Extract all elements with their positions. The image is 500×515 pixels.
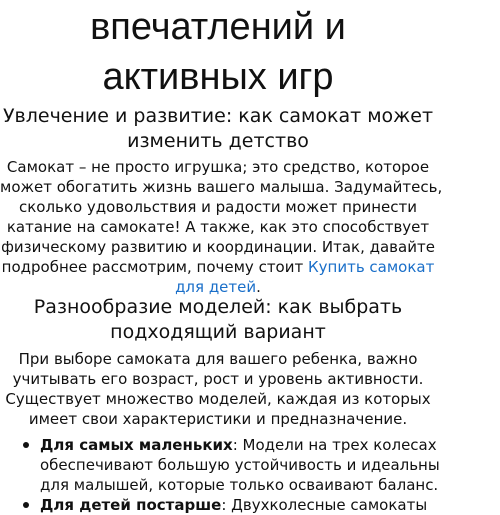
bullet-icon: [23, 502, 29, 508]
list-item-title: Для самых маленьких: [40, 436, 233, 454]
paragraph-line: учитывать его возраст, рост и уровень активности.: [12, 370, 424, 388]
paragraph-line: Самокат – не просто игрушка; это средство, которое: [6, 158, 430, 176]
paragraph-line: При выборе самоката для вашего ребенка, важно: [18, 350, 418, 368]
paragraph-line: сколько удовольствия и радости может принести: [18, 198, 418, 216]
section-2-paragraph: [0, 349, 436, 429]
paragraph-line: Существует множество моделей, каждая из которых: [5, 390, 431, 408]
section-1-paragraph: [0, 157, 443, 297]
scooter-models-list: [0, 435, 460, 515]
paragraph-line: может обогатить жизнь вашего малыша. Задумайтесь,: [0, 178, 443, 196]
list-item-line: для малышей, которые только осваивают баланс.: [40, 476, 439, 494]
paragraph-line: имеет свои характеристики и предназначение.: [28, 410, 408, 428]
list-item: [0, 435, 460, 495]
paragraph-line: [0, 277, 436, 297]
list-item-line: [40, 495, 460, 515]
paragraph-text: подробнее рассмотрим, почему стоит: [1, 258, 308, 276]
paragraph-text: .: [256, 278, 261, 296]
buy-scooter-link-part-2[interactable]: для детей: [175, 278, 257, 296]
list-item-line: обеспечивают большую устойчивость и идеальны: [40, 456, 440, 474]
bullet-icon: [23, 442, 29, 448]
section-heading-1-line-2: изменить детство: [127, 130, 309, 152]
list-item-title: Для детей постарше: [40, 496, 222, 514]
list-item: [0, 495, 460, 515]
list-item-text: : Двухколесные самокаты: [221, 496, 428, 514]
section-heading-1-line-1: Увлечение и развитие: как самокат может: [2, 105, 434, 127]
paragraph-line: катание на самокате! А также, как это способствует: [6, 218, 430, 236]
paragraph-line: физическому развитию и координации. Итак, давайте: [1, 238, 435, 256]
list-item-line: [40, 435, 460, 455]
page-title-line-2: активных игр: [102, 56, 334, 98]
page-title-line-1: впечатлений и: [90, 6, 346, 48]
section-heading-2-line-1: Разнообразие моделей: как выбрать: [33, 296, 403, 318]
paragraph-line: [0, 257, 436, 277]
section-heading-2-line-2: подходящий вариант: [110, 321, 326, 343]
buy-scooter-link-part-1[interactable]: Купить самокат: [308, 258, 435, 276]
list-item-text: : Модели на трех колесах: [232, 436, 437, 454]
